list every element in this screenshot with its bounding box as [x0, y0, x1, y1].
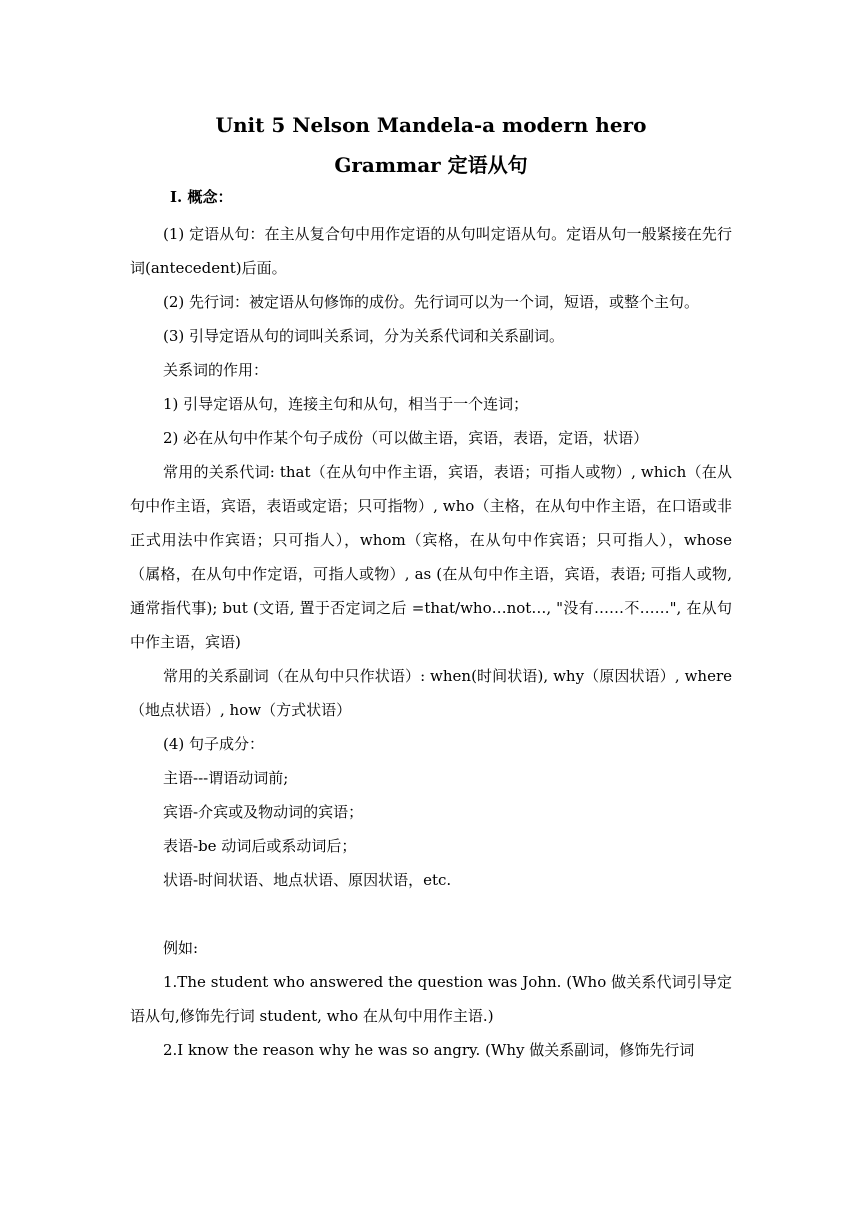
paragraph-sentence-components: (4) 句子成分：: [163, 734, 265, 753]
paragraph-function-2: 2) 必在从句中作某个句子成份（可以做主语，宾语，表语，定语，状语）: [163, 428, 649, 447]
paragraph-adverbial: 状语-时间状语、地点状语、原因状语，etc.: [163, 870, 452, 889]
paragraph-relative-adverbs: 常用的关系副词（在从句中只作状语）: when(时间状语), why（原因状语）, where（地点状语）, how（方式状语）: [130, 666, 732, 719]
paragraph-example-1: 1.The student who answered the question was John. (Who 做关系代词引导定语从句,修饰先行词 student, who 在从句中用作主语.): [130, 972, 732, 1025]
paragraph-relative-pronouns: 常用的关系代词: that（在从句中作主语，宾语，表语；可指人或物）, which（在从句中作主语，宾语，表语或定语；只可指物）, who（主格，在从句中作主语，在口语或非正式用法中作宾语；只可指人），whom（宾格，在从句中作宾语；只可指人），whose（属格，在从句中作定语，可指人或物）, as (在从句中作主语，宾语，表语; 可指人或物, 通常指代事); but (文语, 置于否定词之后 =that/who…not…, "没有……不……", 在从句中作主语，宾语): [130, 462, 732, 651]
paragraph-examples-label: 例如:: [163, 938, 199, 957]
paragraph-subject: 主语---谓语动词前;: [163, 768, 289, 787]
section-heading: Ⅰ. 概念：: [170, 188, 233, 206]
blank-line: [130, 897, 732, 931]
paragraph-antecedent: (2) 先行词：被定语从句修饰的成份。先行词可以为一个词，短语，或整个主句。: [163, 292, 700, 311]
document-subtitle: Grammar 定语从句: [334, 153, 528, 177]
paragraph-object: 宾语-介宾或及物动词的宾语；: [163, 802, 364, 821]
paragraph-relatives: (3) 引导定语从句的词叫关系词，分为关系代词和关系副词。: [163, 326, 565, 345]
paragraph-predicative: 表语-be 动词后或系动词后；: [163, 836, 357, 855]
paragraph-definition: (1) 定语从句：在主从复合句中用作定语的从句叫定语从句。定语从句一般紧接在先行词(antecedent)后面。: [130, 224, 732, 277]
paragraph-relative-function: 关系词的作用：: [163, 360, 269, 379]
paragraph-example-2: 2.I know the reason why he was so angry. (Why 做关系副词，修饰先行词: [163, 1040, 695, 1059]
document-title: Unit 5 Nelson Mandela-a modern hero: [215, 113, 647, 137]
paragraph-function-1: 1) 引导定语从句，连接主句和从句，相当于一个连词；: [163, 394, 529, 413]
